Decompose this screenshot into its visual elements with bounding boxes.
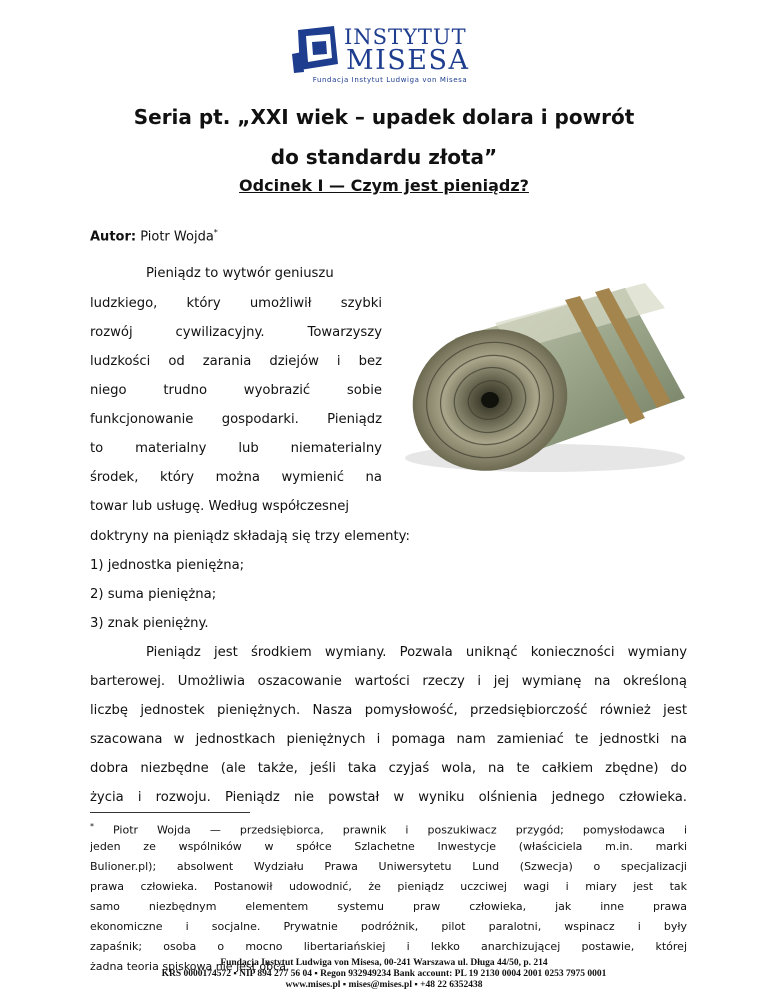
paragraph-line: ludzkości od zarania dziejów i bez xyxy=(90,354,382,369)
paragraph-line: szacowana w jednostkach pieniężnych i pomaga nam zamieniać te jednostki na xyxy=(90,732,687,747)
list-item: 2) suma pieniężna; xyxy=(90,587,217,602)
money-roll-image xyxy=(395,278,695,478)
logo-emblem-icon xyxy=(290,24,344,74)
list-item: 3) znak pieniężny. xyxy=(90,616,209,631)
logo-line-2: MISESA xyxy=(346,45,470,76)
paragraph-line: funkcjonowanie gospodarki. Pieniądz xyxy=(90,412,382,427)
paragraph-line: Pieniądz jest środkiem wymiany. Pozwala uniknąć konieczności wymiany xyxy=(146,645,687,660)
logo-line-1: INSTYTUT xyxy=(344,25,467,49)
paragraph-line: dobra niezbędne (ale także, jeśli taka czyjaś wola, na te całkiem zbędne) do xyxy=(90,761,687,776)
footnote-divider xyxy=(90,812,250,813)
footnote-line: prawa człowieka. Postanowił udowodnić, że pieniądz uczciwej wagi i miary jest tak xyxy=(90,880,687,893)
footer-line3: www.mises.pl ▪ mises@mises.pl ▪ +48 22 6352438 xyxy=(285,980,483,990)
author-name: Piotr Wojda xyxy=(140,229,214,245)
episode-subtitle: Odcinek I — Czym jest pieniądz? xyxy=(239,176,529,195)
paragraph-line: to materialny lub niematerialny xyxy=(90,441,382,456)
paragraph-line: ludzkiego, który umożliwił szybki xyxy=(90,296,382,311)
paragraph-line: niego trudno wyobrazić sobie xyxy=(90,383,382,398)
footnote-line: jeden ze wspólników w spółce Szlachetne Inwestycje (właściciela m.in. marki xyxy=(90,840,687,853)
footer-line2: KRS 0000174572 ▪ NIP 894 277 56 04 ▪ Regon 932949234 Bank account: PL 19 2130 0004 2001 0253 7975 0001 xyxy=(161,969,607,979)
footnote-line: zapaśnik; osoba o mocno libertariańskiej i lekko anarchizującej postawie, której xyxy=(90,940,687,953)
paragraph-line: życia i rozwoju. Pieniądz nie powstał w wyniku olśnienia jednego człowieka. xyxy=(90,790,687,805)
paragraph-line: Pieniądz to wytwór geniuszu xyxy=(146,266,334,281)
list-item: 1) jednostka pieniężna; xyxy=(90,558,245,573)
footnote-mark: * xyxy=(90,822,94,831)
footnote-line: samo niezbędnym elementem systemu praw człowieka, jak inne prawa xyxy=(90,900,687,913)
paragraph-line: towar lub usługę. Według współczesnej xyxy=(90,499,350,514)
logo-subtitle: Fundacja Instytut Ludwiga von Misesa xyxy=(312,76,468,84)
footnote-line: * Piotr Wojda — przedsiębiorca, prawnik i poszukiwacz przygód; pomysłodawca i xyxy=(90,822,687,836)
paragraph-line: liczbę jednostek pieniężnych. Nasza pomysłowość, przedsiębiorczość również jest xyxy=(90,703,687,718)
footnote-line: ekonomiczne i socjalne. Prywatnie podróżnik, pilot paralotni, wspinacz i były xyxy=(90,920,687,933)
footer-line1: Fundacja Instytut Ludwiga von Misesa, 00-241 Warszawa ul. Długa 44/50, p. 214 xyxy=(220,958,548,968)
author-line xyxy=(90,228,218,244)
page-footer xyxy=(60,958,708,991)
paragraph-line: barterowej. Umożliwia oszacowanie wartości rzeczy i jej wymianę na określoną xyxy=(90,674,687,689)
page-title-line-2: do standardu złota” xyxy=(270,145,498,169)
paragraph-line: środek, który można wymienić na xyxy=(90,470,382,485)
page-title-line-1: Seria pt. „XXI wiek – upadek dolara i powrót xyxy=(133,105,635,129)
paragraph-line: doktryny na pieniądz składają się trzy elementy: xyxy=(90,529,410,544)
footnote-ref: * xyxy=(213,228,218,237)
author-label: Autor: xyxy=(90,229,137,245)
institute-logo xyxy=(290,24,490,88)
footnote-line: Bulioner.pl); absolwent Wydziału Prawa Uniwersytetu Lund (Szwecja) o specjalizacji xyxy=(90,860,687,873)
paragraph-line: rozwój cywilizacyjny. Towarzyszy xyxy=(90,325,382,340)
footnote-line: żadna teoria spiskowa nie jest obca. xyxy=(90,960,290,973)
